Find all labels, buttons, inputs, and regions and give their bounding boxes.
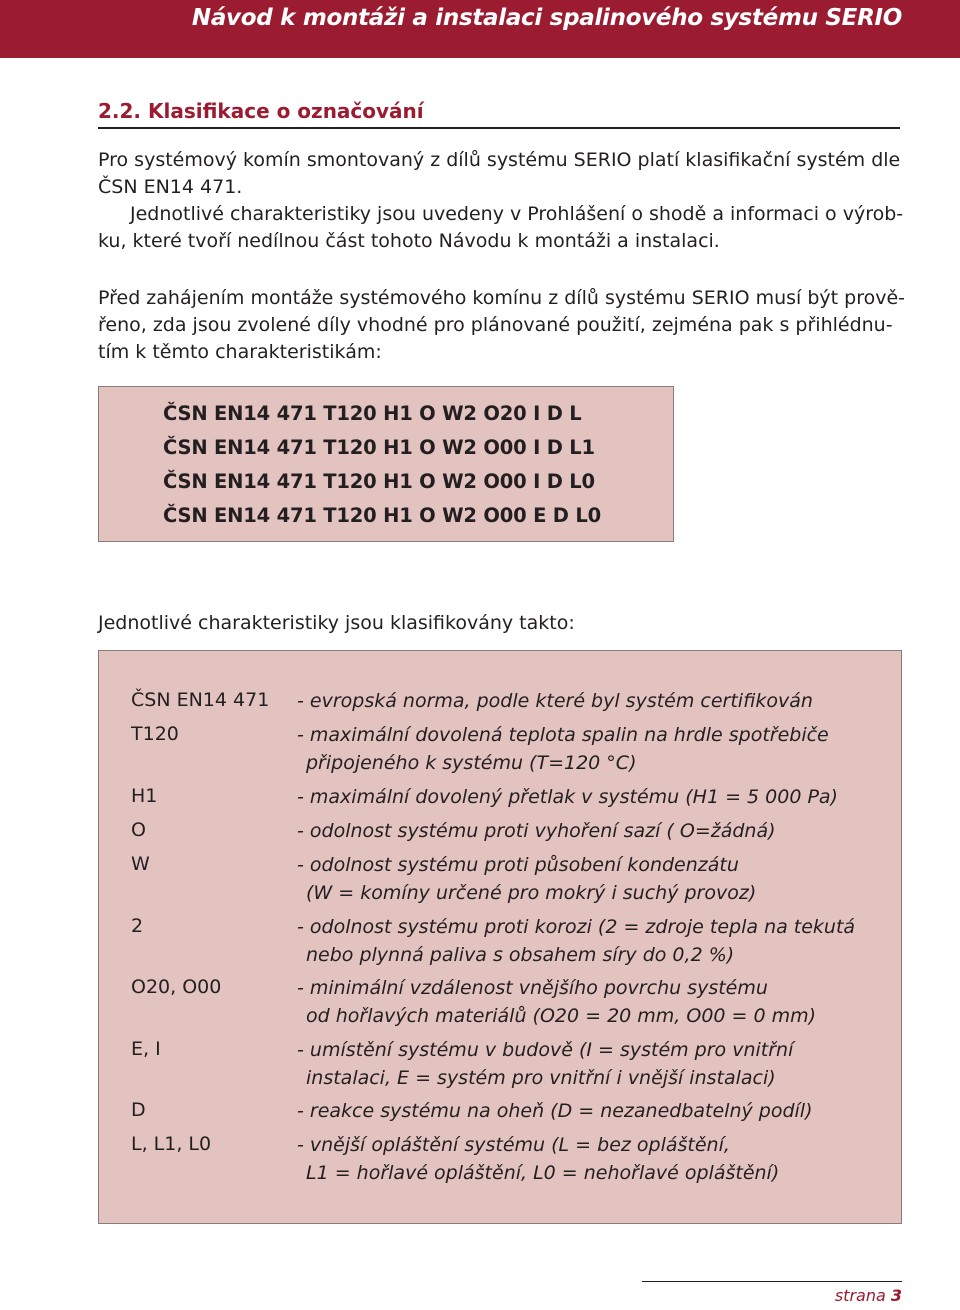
legend-description: - odolnost systému proti působení kondenzátu (W = komíny určené pro mokrý i suchý provoz) (297, 854, 757, 904)
page-number (835, 1286, 902, 1305)
footer-divider (642, 1281, 902, 1282)
legend-description: - vnější opláštění systému (L = bez opláštění, L1 = hořlavé opláštění, L0 = nehořlavé opláštění) (297, 1134, 780, 1184)
section-heading: 2.2. Klasifikace o označování (98, 99, 424, 123)
intro-line: Jednotlivé charakteristiky jsou uvedeny v Prohlášení o shodě a informaci o výrob- (130, 203, 904, 225)
legend-term: T120 (131, 723, 179, 745)
page-header (0, 0, 960, 58)
legend-description: - minimální vzdálenost vnějšího povrchu systému od hořlavých materiálů (O20 = 20 mm, O00 = 0 mm) (297, 977, 817, 1027)
preparation-line: Před zahájením montáže systémového komínu z dílů systému SERIO musí být prově- (98, 287, 906, 309)
legend-description: - reakce systému na oheň (D = nezanedbatelný podíl) (297, 1100, 813, 1122)
legend-description: - umístění systému v budově (I = systém pro vnitřní instalaci, E = systém pro vnitřní i vnější instalaci) (297, 1039, 794, 1089)
intro-line: ČSN EN14 471. (98, 176, 243, 198)
intro-line: Pro systémový komín smontovaný z dílů systému SERIO platí klasifikační systém dle (98, 149, 901, 171)
classification-code: ČSN EN14 471 T120 H1 O W2 O00 E D L0 (163, 504, 601, 527)
classification-intro: Jednotlivé charakteristiky jsou klasifikovány takto: (98, 612, 575, 634)
legend-term: ČSN EN14 471 (131, 689, 270, 711)
classification-codes-box (98, 386, 674, 542)
legend-description: - odolnost systému proti korozi (2 = zdroje tepla na tekutá nebo plynná paliva s obsahem síry do 0,2 %) (297, 916, 856, 966)
classification-legend-box (98, 650, 902, 1224)
legend-description: - evropská norma, podle které byl systém certifikován (297, 690, 813, 712)
classification-code: ČSN EN14 471 T120 H1 O W2 O00 I D L0 (163, 470, 595, 493)
legend-term: D (131, 1099, 146, 1121)
legend-term: W (131, 853, 150, 875)
legend-term: L, L1, L0 (131, 1133, 212, 1155)
page-label: strana (834, 1286, 886, 1305)
legend-term: E, I (131, 1038, 161, 1060)
intro-line: ku, které tvoří nedílnou část tohoto Návodu k montáži a instalaci. (98, 230, 720, 252)
preparation-paragraph (98, 285, 906, 366)
legend-term: O (131, 819, 146, 841)
legend-description: - maximální dovolená teplota spalin na hrdle spotřebiče připojeného k systému (T=120 °C) (297, 724, 829, 774)
document-title: Návod k montáži a instalaci spalinového systému SERIO (191, 5, 902, 31)
legend-description: - odolnost systému proti vyhoření sazí ( O=žádná) (297, 820, 776, 842)
classification-code: ČSN EN14 471 T120 H1 O W2 O00 I D L1 (163, 436, 595, 459)
intro-paragraph (98, 147, 902, 255)
legend-term: H1 (131, 785, 158, 807)
legend-term: O20, O00 (131, 976, 222, 998)
legend-description: - maximální dovolený přetlak v systému (H1 = 5 000 Pa) (297, 786, 838, 808)
section-divider (98, 127, 900, 129)
legend-term: 2 (131, 915, 144, 937)
page-number-value: 3 (890, 1286, 902, 1305)
preparation-line: tím k těmto charakteristikám: (98, 341, 382, 363)
classification-code: ČSN EN14 471 T120 H1 O W2 O20 I D L (163, 402, 582, 425)
preparation-line: řeno, zda jsou zvolené díly vhodné pro plánované použití, zejména pak s přihlédnu- (98, 314, 893, 336)
